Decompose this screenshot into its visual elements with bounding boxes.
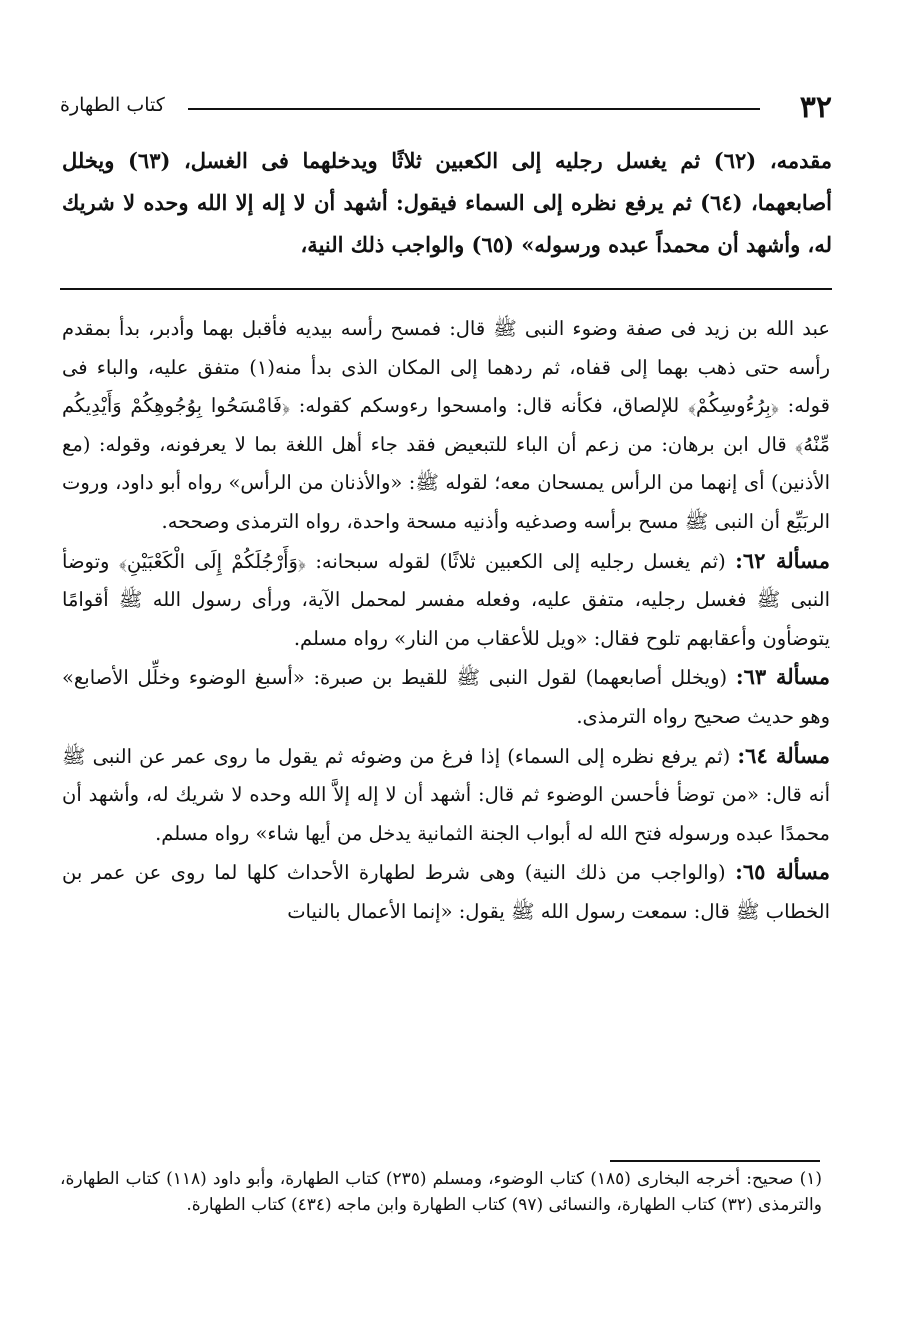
commentary-intro: عبد الله بن زيد فى صفة وضوء النبى ﷺ قال: فمسح رأسه بيديه فأقبل بهما وأدبر، بدأ بمقدم رأسه حتى ذهب بهما إلى قفاه، ثم ردهما إلى المكان الذى بدأ منه(١) متفق عليه، والباء فى قوله: ﴿بِرُءُوسِكُمْ﴾ للإلصاق، فكأنه قال: وامسحوا رءوسكم كقوله: ﴿فَامْسَحُوا بِوُجُوهِكُمْ وَأَيْدِيكُم مِّنْهُ﴾ قال ابن برهان: من زعم أن الباء للتبعيض فقد جاء أهل اللغة بما لا يعرفونه، وقوله: (مع الأذنين) أى إنهما من الرأس يمسحان معه؛ لقوله ﷺ: «والأذنان من الرأس» رواه أبو داود، وروت الربَيِّع أن النبى ﷺ مسح برأسه وصدغيه وأذنيه مسحة واحدة، رواه الترمذى وصححه. — [62, 317, 830, 533]
main-text-block — [62, 140, 832, 266]
footnote-divider — [610, 1160, 820, 1162]
masala-63-paragraph — [62, 658, 830, 736]
page-number: ٣٢ — [799, 90, 832, 125]
masala-65-label: مسألة ٦٥: — [735, 859, 830, 885]
masala-64-paragraph — [62, 737, 830, 854]
masala-64-label: مسألة ٦٤: — [737, 742, 830, 768]
masala-62-text: (ثم يغسل رجليه إلى الكعبين ثلاثًا) لقوله سبحانه: ﴿وَأَرْجُلَكُمْ إِلَى الْكَعْبَيْنِ﴾ وتوضأ النبى ﷺ فغسل رجليه، متفق عليه، وفعله مفسر لمحمل الآية، ورأى رسول الله ﷺ أقوامًا يتوضأون وأعقابهم تلوح فقال: «ويل للأعقاب من النار» رواه مسلم. — [62, 549, 830, 650]
commentary-block — [62, 310, 830, 932]
masala-64-text: (ثم يرفع نظره إلى السماء) إذا فرغ من وضوئه ثم يقول ما روى عمر عن النبى ﷺ أنه قال: «من توضأ فأحسن الوضوء ثم قال: أشهد أن لا إله إلاَّ الله وحده لا شريك له، وأشهد أن محمدًا عبده ورسوله فتح الله له أبواب الجنة الثمانية يدخل من أيها شاء» رواه مسلم. — [62, 744, 830, 845]
masala-65-paragraph — [62, 853, 830, 931]
masala-62-paragraph — [62, 542, 830, 659]
masala-63-label: مسألة ٦٣: — [735, 664, 830, 690]
masala-62-label: مسألة ٦٢: — [735, 547, 830, 573]
masala-65-text: (والواجب من ذلك النية) وهى شرط لطهارة الأحداث كلها لما روى عن عمر بن الخطاب ﷺ قال: سمعت رسول الله ﷺ يقول: «إنما الأعمال بالنيات — [62, 861, 830, 923]
footnotes-block — [60, 1166, 822, 1218]
page-header — [60, 90, 832, 130]
footnote-1: (١) صحيح: أخرجه البخارى (١٨٥) كتاب الوضوء، ومسلم (٢٣٥) كتاب الطهارة، وأبو داود (١١٨) كتاب الطهارة، والترمذى (٣٢) كتاب الطهارة، والنسائى (٩٧) كتاب الطهارة وابن ماجه (٤٣٤) كتاب الطهارة. — [60, 1169, 822, 1215]
masala-63-text: (ويخلل أصابعهما) لقول النبى ﷺ للقيط بن صبرة: «أسبغ الوضوء وخلِّل الأصابع» وهو حديث صحيح رواه الترمذى. — [62, 666, 830, 728]
section-divider — [60, 288, 832, 290]
running-title: كتاب الطهارة — [60, 94, 165, 116]
header-rule — [188, 108, 760, 110]
main-text: مقدمه، (٦٢) ثم يغسل رجليه إلى الكعبين ثلاثًا ويدخلهما فى الغسل، (٦٣) ويخلل أصابعهما، (٦٤) ثم يرفع نظره إلى السماء فيقول: أشهد أن لا إله إلا الله وحده لا شريك له، وأشهد أن محمداً عبده ورسوله» (٦٥) والواجب ذلك النية، — [62, 148, 832, 257]
